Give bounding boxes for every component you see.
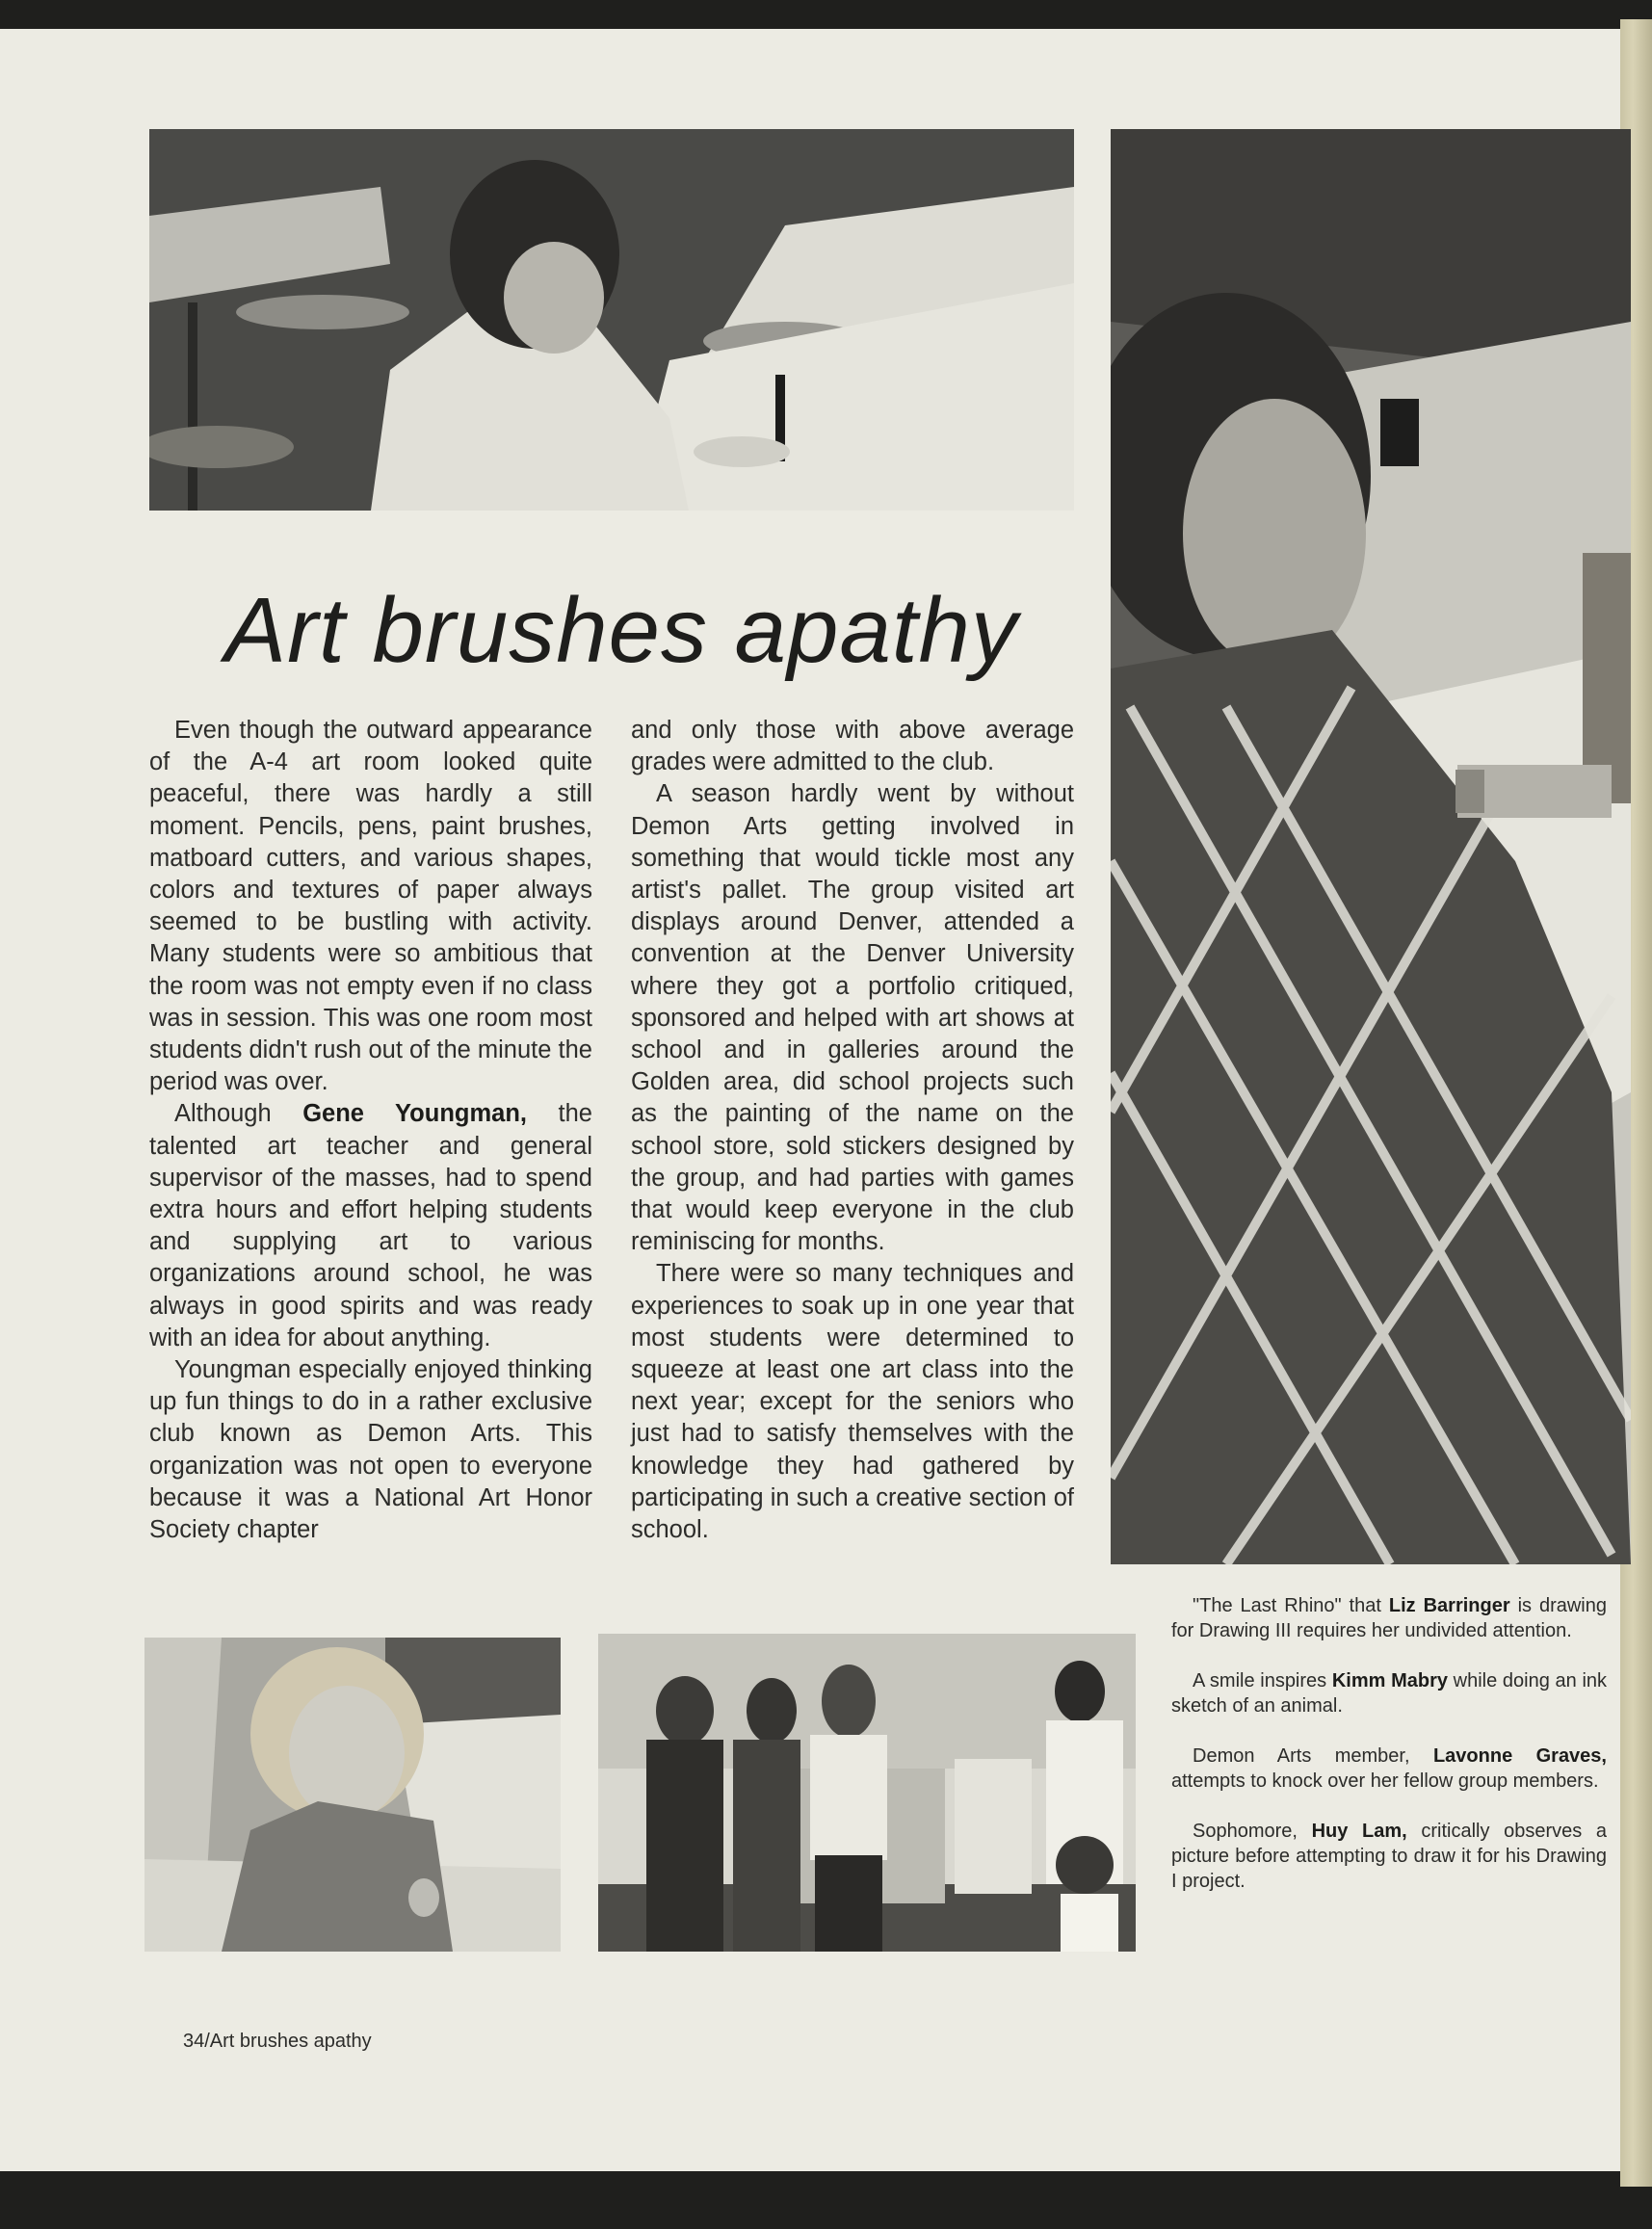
- story-paragraph: Although Gene Youngman, the talented art teacher and general supervisor of the masses, had to spend extra hours and effort helping students and supplying art to various organizations around school, he was always in good spirits and was ready with an idea for about anything.: [149, 1100, 592, 1351]
- story-column-2: [631, 715, 1074, 1546]
- photo-student-checked-shirt: [1111, 129, 1631, 1564]
- story-paragraph: A season hardly went by without Demon Arts getting involved in something that would tickle most any artist's pallet. The group visited art displays around Denver, attended a convention at the Denver University where they got a portfolio critiqued, sponsored and helped with art shows at school and in galleries around the Golden area, did school projects such as the painting of the name on the school store, sold stickers designed by the group, and had parties with games that would keep everyone in the club reminiscing for months.: [631, 780, 1074, 1256]
- story-paragraph: and only those with above average grades were admitted to the club.: [631, 717, 1074, 776]
- story-paragraph: There were so many techniques and experiences to soak up in one year that most students were determined to squeeze at least one art class into the next year; except for the seniors who just had to satisfy themselves with the knowledge they had gathered by participating in such a creative section of school.: [631, 1260, 1074, 1544]
- page-folio: 34/Art brushes apathy: [183, 2031, 372, 2052]
- caption-kimm-mabry: A smile inspires Kimm Mabry while doing an ink sketch of an animal.: [1171, 1670, 1608, 1717]
- caption-lavonne-graves: Demon Arts member, Lavonne Graves, attempts to knock over her fellow group members.: [1171, 1745, 1607, 1792]
- photo-smiling-student: [144, 1638, 561, 1952]
- story-paragraph: Youngman especially enjoyed thinking up fun things to do in a rather exclusive club known as Demon Arts. This organization was not open to everyone because it was a National Art Honor Society chapter: [149, 1356, 592, 1544]
- story-column-1: [149, 715, 592, 1546]
- story-paragraph: Even though the outward appearance of the A-4 art room looked quite peaceful, there was hardly a still moment. Pencils, pens, paint brushes, matboard cutters, and various shapes, colors and textures of paper always seemed to be bustling with activity. Many students were so ambitious that the room was not empty even if no class was in session. This was one room most students didn't rush out of the minute the period was over.: [149, 717, 592, 1096]
- story-headline: Art brushes apathy: [224, 579, 1018, 682]
- caption-huy-lam: Sophomore, Huy Lam, critically observes a picture before attempting to draw it for his Drawing I project.: [1171, 1821, 1607, 1892]
- photo-demon-arts-group: [598, 1634, 1136, 1952]
- photo-captions: [1171, 1593, 1607, 1919]
- photo-student-drawing-ink: [149, 129, 1074, 511]
- caption-liz-barringer: "The Last Rhino" that Liz Barringer is drawing for Drawing III requires her undivided attention.: [1171, 1595, 1607, 1641]
- teacher-name: Gene Youngman,: [302, 1100, 527, 1128]
